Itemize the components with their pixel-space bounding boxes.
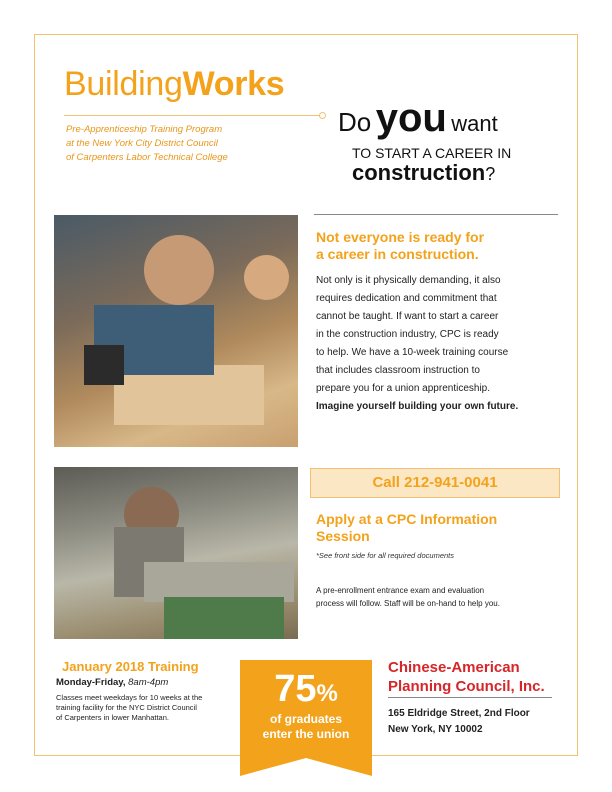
section1-title: Not everyone is ready for a career in construction. [316, 229, 485, 262]
headline-line1: Do you want [338, 96, 498, 140]
training-title: January 2018 Training [62, 659, 199, 674]
header-divider-dot [319, 112, 326, 119]
headline-line2: TO START A CAREER IN [352, 145, 512, 161]
header-divider [64, 115, 322, 116]
program-tagline: Pre-Apprenticeship Training Program at the New York City District Council of Carpenters Labor Technical College [66, 124, 228, 163]
stat-percentage: 75% [274, 668, 338, 710]
org-name: Chinese-American Planning Council, Inc. [388, 659, 545, 695]
stat-label: of graduates enter the union [262, 712, 350, 741]
org-rule [388, 697, 552, 698]
section1-body: Not only is it physically demanding, it also requires dedication and commitment that cannot be taught. If want to start a career in the construction industry, CPC is ready to help. We have a 10-week training course that includes classroom instruction to prepare you for a union apprenticeship. Imagine yourself building your own future. [316, 275, 519, 412]
apply-info-session-heading: Apply at a CPC Information Session [316, 511, 498, 544]
training-schedule: Monday-Friday, 8am-4pm [56, 677, 169, 688]
photo-table-saw-workshop [54, 467, 298, 639]
section2-body: A pre-enrollment entrance exam and evaluation process will follow. Staff will be on-hand to help you. [316, 586, 500, 608]
buildingworks-logo: BuildingWorks [64, 65, 285, 103]
org-address: 165 Eldridge Street, 2nd Floor New York, NY 10002 [388, 708, 530, 735]
training-body: Classes meet weekdays for 10 weeks at the training facility for the NYC District Council of Carpenters in lower Manhattan. [56, 693, 203, 722]
documents-note: *See front side for all required documents [316, 551, 454, 560]
call-phone-banner[interactable]: Call 212-941-0041 [310, 468, 560, 498]
headline-line3: construction? [352, 160, 496, 185]
photo-carpenters-drilling [54, 215, 298, 447]
section1-rule [314, 214, 558, 215]
